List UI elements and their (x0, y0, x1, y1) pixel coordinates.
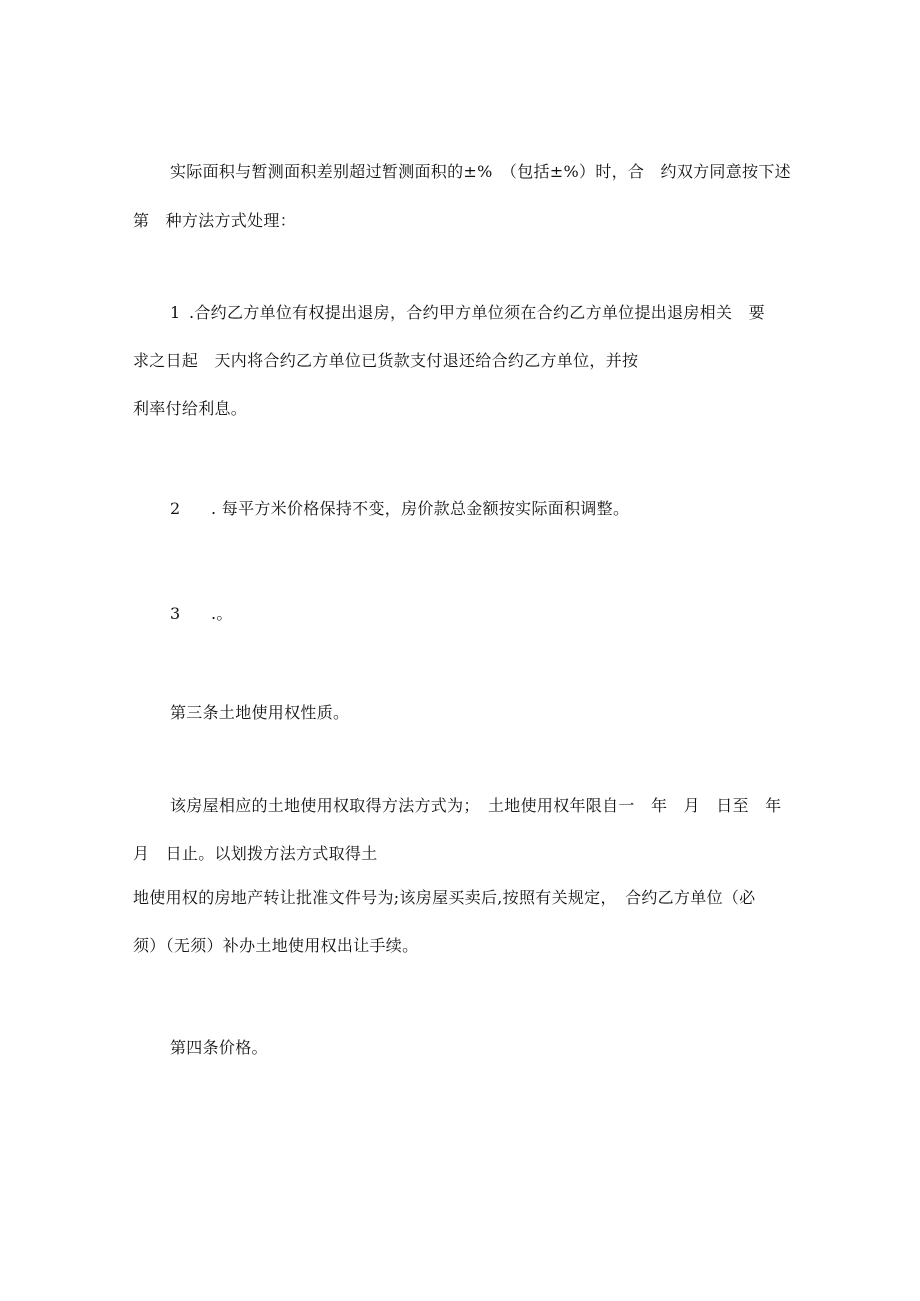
land-use-line-1: 该房屋相应的土地使用权取得方法方式为； 土地使用权年限自一 年 月 日至 年 (170, 796, 782, 815)
item-2-line-1: . 每平方米价格保持不变，房价款总金额按实际面积调整。 (211, 499, 630, 518)
paragraph-area-diff-line-1: 实际面积与暂测面积差别超过暂测面积的±% （包括±%）时，合 约双方同意按下述 (170, 162, 791, 181)
land-use-line-2: 月 日止。以划拨方法方式取得土 (133, 844, 378, 863)
article-3-title: 第三条土地使用权性质。 (170, 703, 350, 722)
land-use-line-4: 须）（无须）补办土地使用权出让手续。 (133, 936, 419, 955)
item-2-number: 2 (170, 499, 181, 518)
item-1-line-2: 求之日起 天内将合约乙方单位已货款支付退还给合约乙方单位，并按 (133, 351, 639, 370)
item-1-line-1: .合约乙方单位有权提出退房，合约甲方单位须在合约乙方单位提出退房相关 要 (189, 303, 765, 322)
item-1-number: 1 (170, 303, 181, 322)
paragraph-area-diff-line-2: 第 种方法方式处理： (133, 211, 297, 230)
article-4-title: 第四条价格。 (170, 1038, 268, 1057)
item-3-number: 3 (170, 604, 181, 623)
item-1-line-3: 利率付给利息。 (133, 399, 248, 418)
land-use-line-3: 地使用权的房地产转让批准文件号为;该房屋买卖后,按照有关规定， 合约乙方单位（必 (133, 888, 756, 907)
item-3-line-1: .。 (211, 604, 233, 623)
